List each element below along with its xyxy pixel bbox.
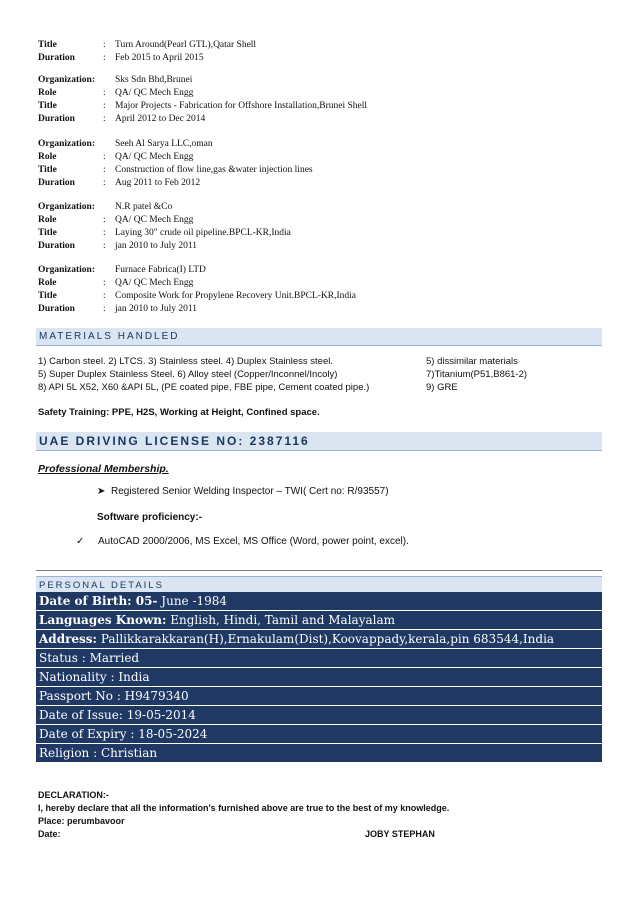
personal-row [36,744,602,763]
row-value: Passport No : H9479340 [39,689,189,703]
row-label: Date of Birth: 05- [39,594,158,608]
row-value: Date of Issue: 19-05-2014 [39,708,196,722]
row-colon: : [103,152,106,162]
row-value: Major Projects - Fabrication for Offshore Installation,Brunei Shell [115,101,368,111]
personal-row [36,630,602,649]
row-label: Languages Known: [39,613,167,627]
row-label: Title [38,291,57,301]
row-value: Pallikkarakkaran(H),Ernakulam(Dist),Koovappady,kerala,pin 683544,India [97,632,555,646]
row-value: QA/ QC Mech Engg [115,88,194,98]
row-value: Composite Work for Propylene Recovery Unit.BPCL-KR,India [115,291,357,301]
row-colon: : [103,241,106,251]
row-value: June -1984 [157,594,228,608]
row-colon: : [103,114,106,124]
row-value: QA/ QC Mech Engg [115,278,194,288]
professional-heading: Professional Membership. [38,463,169,475]
row-label: Organization: [38,202,95,212]
row-label: Duration [38,178,75,188]
row-value: Turn Around(Pearl GTL),Qatar Shell [115,40,257,50]
personal-row [36,706,602,725]
membership-item [97,486,389,497]
row-value: English, Hindi, Tamil and Malayalam [166,613,396,627]
software-title: Software proficiency:- [97,512,203,523]
personal-row [36,668,602,687]
row-label: Role [38,215,57,225]
signature-name: JOBY STEPHAN [365,829,435,839]
declaration-text: I, hereby declare that all the information's furnished above are true to the best of my knowledge. [38,803,450,813]
row-colon: : [103,278,106,288]
row-value: Status : Married [39,651,140,665]
row-value: Religion : Christian [39,746,158,760]
row-colon: : [103,304,106,314]
row-colon: : [103,291,106,301]
row-label: Title [38,101,57,111]
declaration-date: Date: [38,829,61,839]
materials-line-3-right: 9) GRE [426,382,458,393]
row-label: Organization: [38,139,95,149]
row-colon: : [103,40,106,50]
personal-heading-bar [36,576,602,593]
row-colon: : [103,165,106,175]
row-value: Feb 2015 to April 2015 [115,53,204,63]
personal-details-table [36,592,602,763]
personal-row [36,725,602,744]
materials-heading: MATERIALS HANDLED [39,331,180,342]
row-label: Role [38,278,57,288]
row-label: Duration [38,114,75,124]
row-colon: : [103,53,106,63]
personal-row [36,687,602,706]
materials-line-3: 8) API 5L X52, X60 &API 5L, (PE coated pipe, FBE pipe, Cement coated pipe.) [38,382,370,393]
row-label: Title [38,40,57,50]
personal-heading: PERSONAL DETAILS [39,580,164,591]
materials-line-1: 1) Carbon steel. 2) LTCS. 3) Stainless steel. 4) Duplex Stainless steel. [38,356,333,367]
row-value: Construction of flow line,gas &water injection lines [115,165,313,175]
row-label: Organization: [38,75,95,85]
row-colon: : [103,88,106,98]
row-value: April 2012 to Dec 2014 [115,114,206,124]
uae-license-bar [36,432,602,451]
row-value: Date of Expiry : 18-05-2024 [39,727,208,741]
row-label: Role [38,152,57,162]
row-value: QA/ QC Mech Engg [115,215,194,225]
row-label: Duration [38,53,75,63]
row-label: Organization: [38,265,95,275]
row-label: Role [38,88,57,98]
row-label: Address: [39,632,97,646]
materials-heading-bar [36,328,602,346]
software-text: AutoCAD 2000/2006, MS Excel, MS Office (Word, power point, excel). [98,536,409,547]
declaration-title: DECLARATION:- [38,790,109,800]
row-value: jan 2010 to July 2011 [115,241,197,251]
personal-row [36,611,602,630]
row-value: jan 2010 to July 2011 [115,304,197,314]
divider [36,570,602,571]
membership-text: Registered Senior Welding Inspector – TWI( Cert no: R/93557) [111,486,389,497]
row-value: Aug 2011 to Feb 2012 [115,178,201,188]
materials-line-2-right: 7)Titanium(P51,B861-2) [426,369,528,380]
declaration-place: Place: perumbavoor [38,816,125,826]
row-value: QA/ QC Mech Engg [115,152,194,162]
row-colon: : [103,101,106,111]
row-value: Sks Sdn Bhd,Brunei [115,75,193,85]
row-value: N.R patel &Co [115,202,173,212]
row-label: Duration [38,304,75,314]
row-colon: : [103,228,106,238]
uae-license-heading: UAE DRIVING LICENSE NO: 2387116 [39,434,310,448]
row-value: Nationality : India [39,670,150,684]
personal-row [36,649,602,668]
arrow-bullet-icon: ➤ [97,486,106,497]
materials-line-1-right: 5) dissimilar materials [426,356,518,367]
row-value: Furnace Fabrica(I) LTD [115,265,206,275]
row-label: Duration [38,241,75,251]
row-value: Seeh Al Sarya LLC,oman [115,139,213,149]
row-colon: : [103,215,106,225]
safety-training: Safety Training: PPE, H2S, Working at Height, Confined space. [38,407,320,418]
materials-line-2: 5) Super Duplex Stainless Steel. 6) Alloy steel (Copper/Inconnel/Incoly) [38,369,338,380]
row-label: Title [38,165,57,175]
personal-row [36,592,602,611]
row-label: Title [38,228,57,238]
software-item [76,536,409,547]
row-value: Laying 30" crude oil pipeline.BPCL-KR,India [115,228,291,238]
checkmark-bullet-icon: ✓ [76,536,85,547]
row-colon: : [103,178,106,188]
